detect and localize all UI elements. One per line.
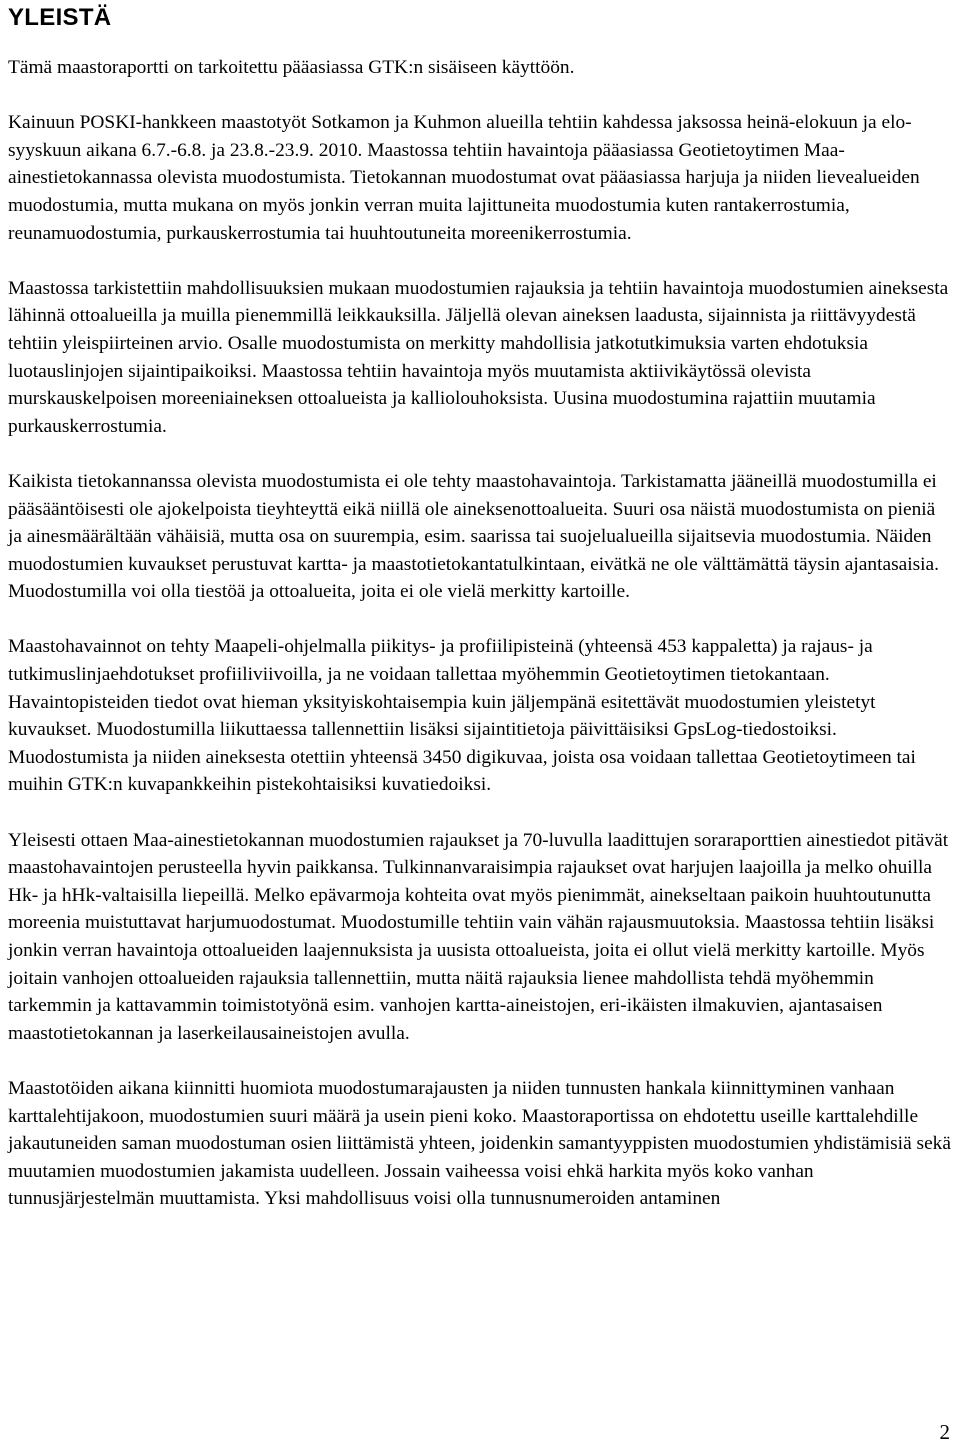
document-page <box>8 0 952 1213</box>
paragraph-unchecked: Kaikista tietokannanssa olevista muodostumista ei ole tehty maastohavaintoja. Tarkistamatta jääneillä muodostumilla ei pääsääntöisesti ole ajokelpoista tieyhteyttä eikä niillä ole aineksenottoalueita. Suuri osa näistä muodostumista on pieniä ja ainesmäärältään vähäisiä, mutta osa on suurempia, esim. saarissa tai suojelualueilla sijaitsevia muodostumia. Näiden muodostumien kuvaukset perustuvat kartta- ja maastotietokantatulkintaan, eivätkä ne ole välttämättä täysin ajantasaisia. Muodostumilla voi olla tiestöä ja ottoalueita, joita ei ole vielä merkitty kartoille. <box>8 470 939 603</box>
paragraph-intro: Tämä maastoraportti on tarkoitettu pääasiassa GTK:n sisäiseen käyttöön. <box>8 57 575 78</box>
page-number: 2 <box>939 1420 950 1444</box>
paragraph-observations: Maastohavainnot on tehty Maapeli-ohjelmalla piikitys- ja profiilipisteinä (yhteensä 453 kappaletta) ja rajaus- ja tutkimuslinjaehdotukset profiiliviivoilla, ja ne voidaan tallettaa myöhemmin Geotietoytimen tietokantaan. Havaintopisteiden tiedot ovat hieman yksityiskohtaisempia kuin jäljempänä esitettävät muodostumien yleistetyt kuvaukset. Muodostumilla liikuttaessa tallennettiin lisäksi sijaintitietoja päivittäisiksi GpsLog-tiedostoiksi. Muodostumista ja niiden aineksesta otettiin yhteensä 3450 digikuvaa, joista osa voidaan tallettaa Geotietoytimeen tai muihin GTK:n kuvapankkeihin pistekohtaisiksi kuvatiedoiksi. <box>8 636 916 796</box>
paragraph-checks: Maastossa tarkistettiin mahdollisuuksien mukaan muodostumien rajauksia ja tehtiin havaintoja muodostumien aineksesta lähinnä ottoalueilla ja muilla pienemmillä leikkauksilla. Jäljellä olevan aineksen laadusta, sijainnista ja riittävyydestä tehtiin yleispiirteinen arvio. Osalle muodostumista on merkitty mahdollisia jatkotutkimuksia varten ehdotuksia luotauslinjojen sijaintipaikoiksi. Maastossa tehtiin havaintoja myös muutamista aktiivikäytössä olevista murskauskelpoisen moreeniaineksen ottoalueista ja kalliolouhoksista. Uusina muodostumina rajattiin muutamia purkauskerrostumia. <box>8 277 949 437</box>
section-heading: YLEISTÄ <box>8 4 112 31</box>
paragraph-fieldwork: Kainuun POSKI-hankkeen maastotyöt Sotkamon ja Kuhmon alueilla tehtiin kahdessa jaksossa heinä-elokuun ja elo-syyskuun aikana 6.7.-6.8. ja 23.8.-23.9. 2010. Maastossa tehtiin havaintoja pääasiassa Geotietoytimen Maa-ainestietokannassa olevista muodostumista. Tietokannan muodostumat ovat pääasiassa harjuja ja niiden lievealueiden muodostumia, mutta mukana on myös jonkin verran muita lajittuneita muodostumia kuten rantakerrostumia, reunamuodostumia, purkauskerrostumia tai huuhtoutuneita moreenikerrostumia. <box>8 112 920 244</box>
paragraph-identifiers: Maastotöiden aikana kiinnitti huomiota muodostumarajausten ja niiden tunnusten hankala kiinnittyminen vanhaan karttalehtijakoon, muodostumien suuri määrä ja usein pieni koko. Maastoraportissa on ehdotettu useille karttalehdille jakautuneiden saman muodostuman osien liittämistä yhteen, joidenkin samantyyppisten muodostumien yhdistämisiä sekä muutamien muodostumien jakamista uudelleen. Jossain vaiheessa voisi ehkä harkita myös koko vanhan tunnusjärjestelmän muuttamista. Yksi mahdollisuus voisi olla tunnusnumeroiden antaminen <box>8 1077 951 1210</box>
paragraph-general: Yleisesti ottaen Maa-ainestietokannan muodostumien rajaukset ja 70-luvulla laadittujen soraraporttien ainestiedot pitävät maastohavaintojen perusteella hyvin paikkansa. Tulkinnanvaraisimpia rajaukset ovat harjujen laajoilla ja melko ohuilla Hk- ja hHk-valtaisilla liepeillä. Melko epävarmoja kohteita ovat myös pienimmät, ainekseltaan paikoin huuhtoutunutta moreenia muistuttavat harjumuodostumat. Muodostumille tehtiin vain vähän rajausmuutoksia. Maastossa tehtiin lisäksi jonkin verran havaintoja ottoalueiden laajennuksista ja uusista ottoalueista, joita ei ollut vielä merkitty kartoille. Myös joitain vanhojen ottoalueiden rajauksia tallennettiin, mutta näitä rajauksia lienee mahdollista tehdä myöhemmin tarkemmin ja kattavammin toimistotyönä esim. vanhojen kartta-aineistojen, eri-ikäisten ilmakuvien, ajantasaisen maastotietokannan ja laserkeilausaineistojen avulla. <box>8 829 949 1044</box>
